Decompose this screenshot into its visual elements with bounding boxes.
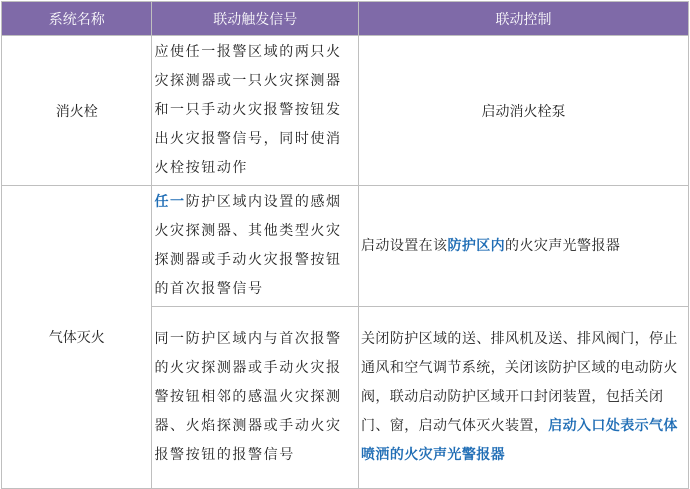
trigger-text: 防护区域内设置的感烟火灾探测器、其他类型火灾探测器或手动火灾报警按钮的首次报警信号 — [154, 194, 342, 297]
system-name-cell: 气体灭火 — [2, 186, 152, 489]
system-name-cell: 消火栓 — [2, 36, 152, 186]
control-text: 关闭防护区域的送、排风机及送、排风阀门，停止通风和空气调节系统，关闭该防护区域的电动防火阀，联动启动防护区域开口封闭装置，包括关闭门、窗，启动气体灭火装置， — [361, 331, 678, 434]
linkage-control-cell: 启动消火栓泵 — [359, 36, 689, 186]
trigger-signal-cell — [152, 186, 359, 307]
control-highlight: 防护区内 — [447, 237, 506, 254]
linkage-control-cell — [359, 186, 689, 307]
header-trigger-signal: 联动触发信号 — [152, 2, 359, 36]
control-highlight: 启动入口处表示气体喷洒的火灾声光警报器 — [361, 418, 678, 463]
header-linkage-control: 联动控制 — [359, 2, 689, 36]
trigger-signal-cell: 同一防护区域内与首次报警的火灾探测器或手动火灾报警按钮相邻的感温火灾探测器、火焰探测器或手动火灾报警按钮的报警信号 — [152, 307, 359, 489]
table-row — [2, 186, 689, 307]
control-text-pre: 启动设置在该 — [361, 237, 448, 254]
table-row — [2, 36, 689, 186]
control-text-post: 的火灾声光警报器 — [505, 237, 621, 254]
linkage-control-cell — [359, 307, 689, 489]
linkage-control-table — [1, 1, 689, 489]
header-row — [2, 2, 689, 36]
trigger-highlight: 任一 — [154, 194, 186, 210]
header-system-name: 系统名称 — [2, 2, 152, 36]
trigger-signal-cell: 应使任一报警区域的两只火灾探测器或一只火灾探测器和一只手动火灾报警按钮发出火灾报警信号，同时使消火栓按钮动作 — [152, 36, 359, 186]
